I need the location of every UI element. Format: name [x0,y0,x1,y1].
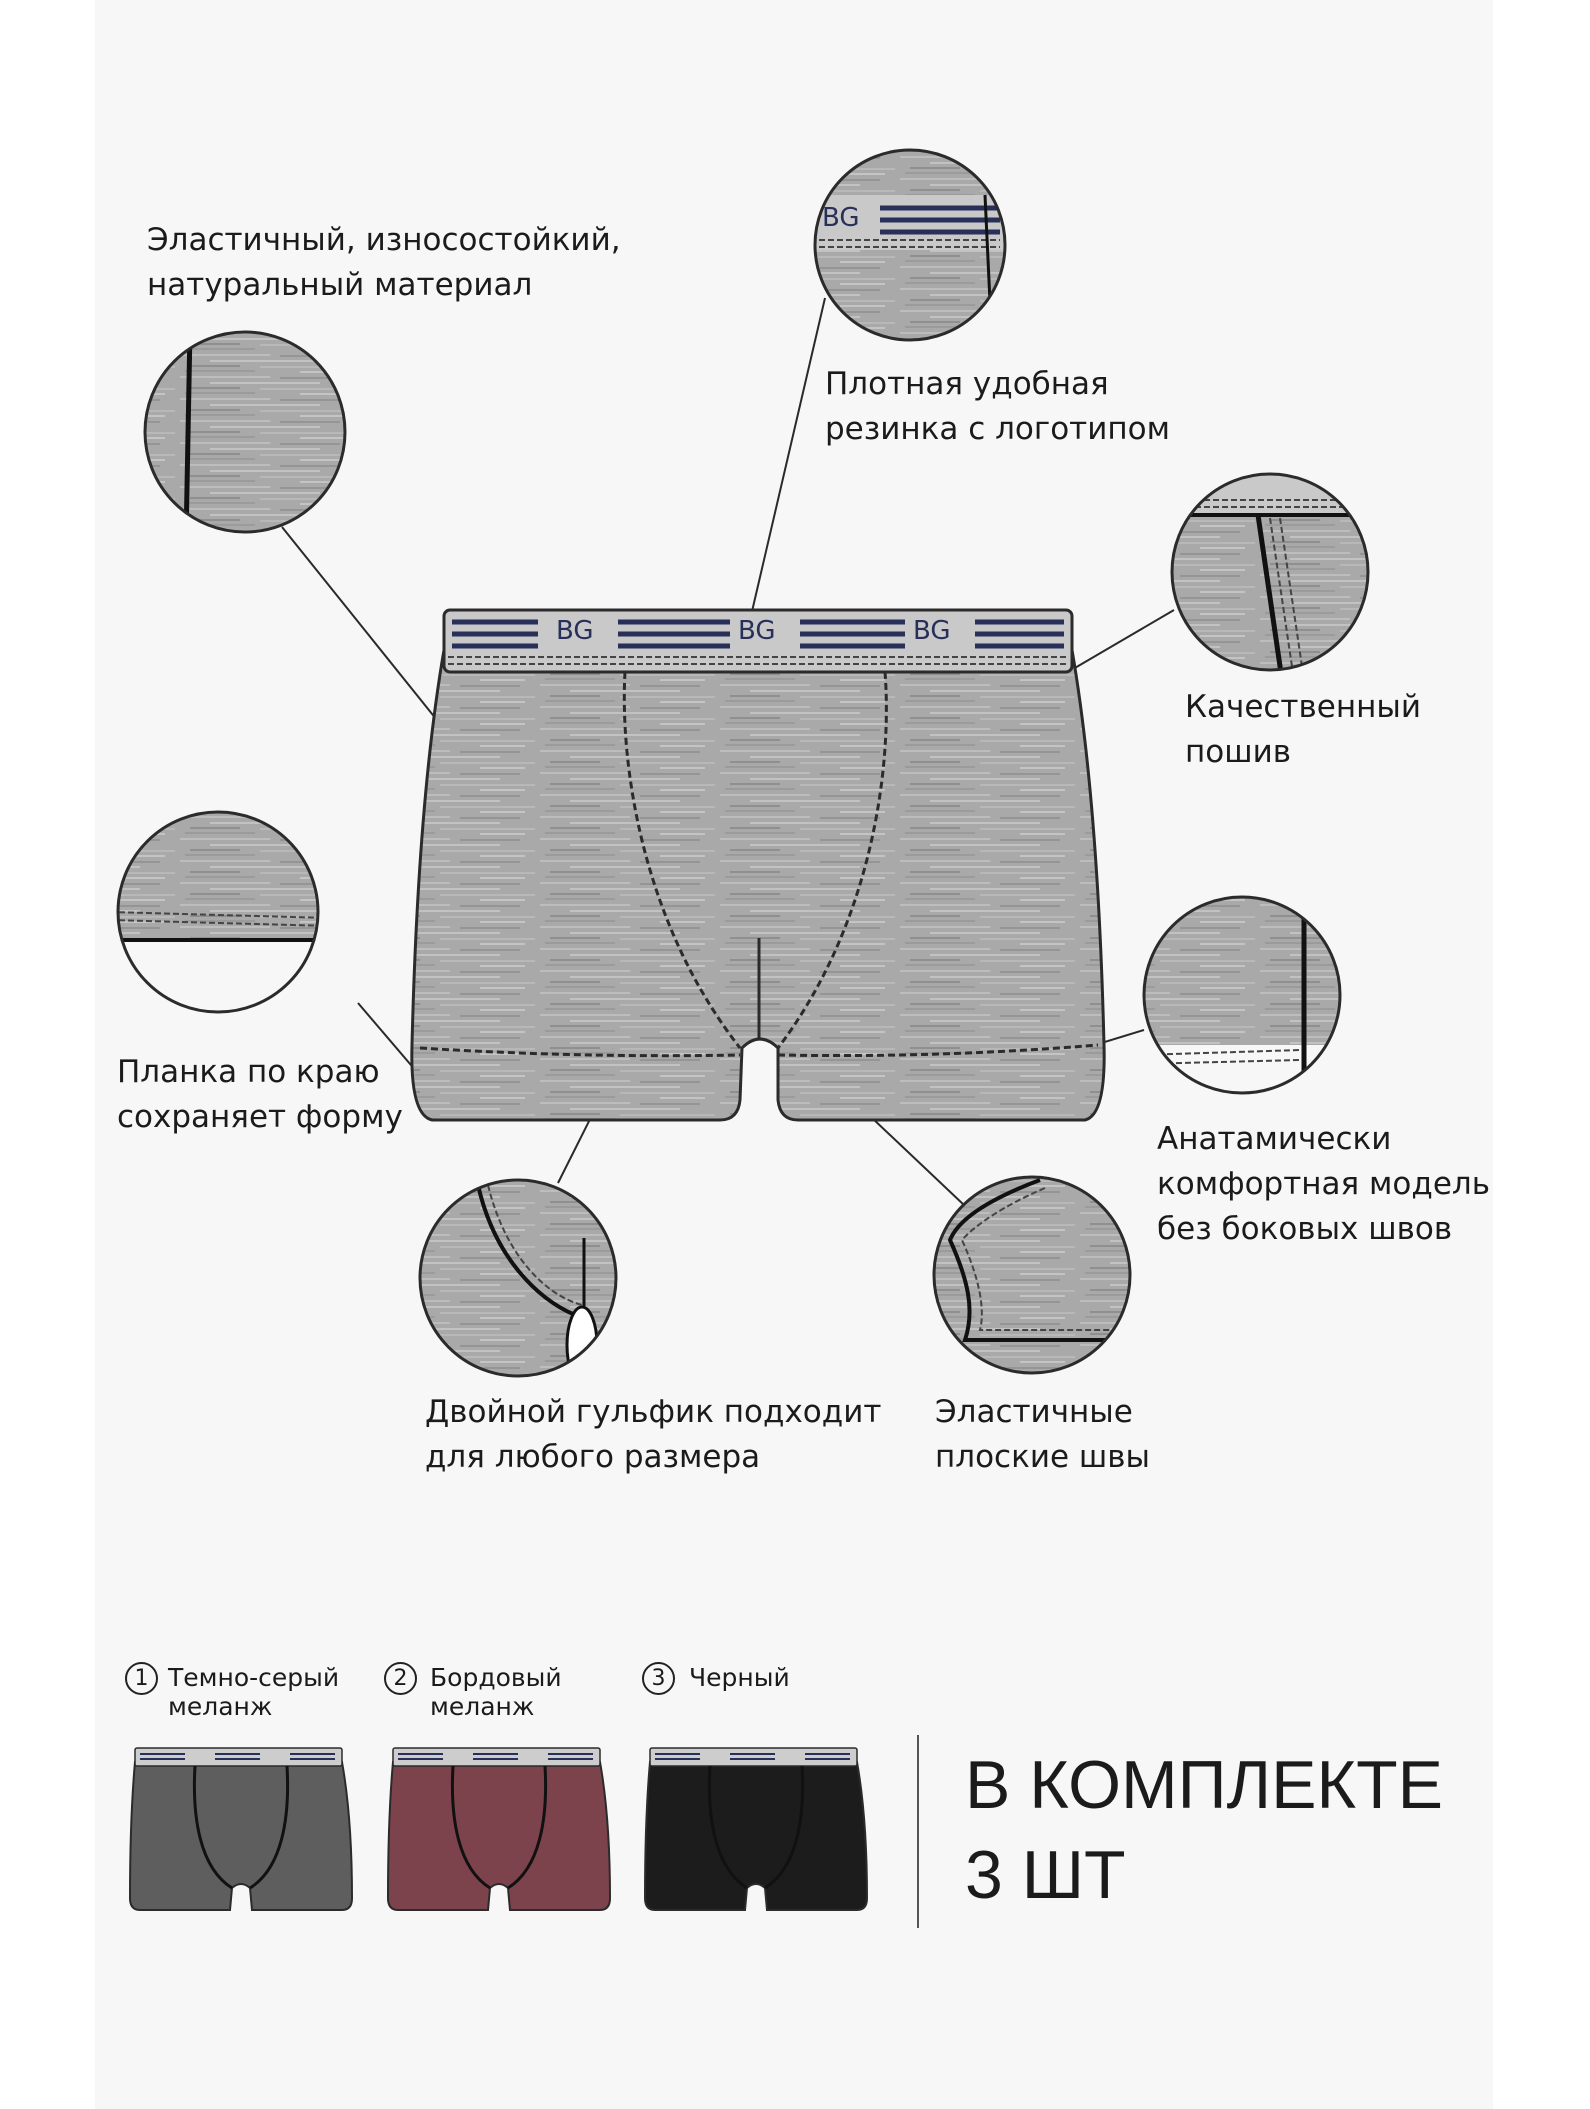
callout-gusset: Двойной гульфик подходит для любого размера [425,1394,882,1475]
set-title: В КОМПЛЕКТЕ 3 ШТ [965,1747,1443,1913]
variant-1-label: Темно-серый меланж [168,1663,340,1721]
waistband-logo-1: BG [556,616,594,646]
variant-2-number: 2 [384,1662,417,1695]
variant-3-label: Черный [689,1663,790,1692]
callout-material: Эластичный, износостойкий, натуральный материал [147,222,621,303]
callout-stitching: Качественный пошив [1185,689,1421,770]
callout-waistband: Плотная удобная резинка с логотипом [825,366,1170,447]
waistband-logo-3: BG [913,616,951,646]
callout-hem: Планка по краю сохраняет форму [117,1054,403,1135]
variant-3-number: 3 [642,1662,675,1695]
callout-anatomic: Анатамически комфортная модель без боковых швов [1157,1121,1490,1247]
zoom-logo: BG [822,203,860,233]
variant-1-number: 1 [125,1662,158,1695]
variant-2-label: Бордовый меланж [430,1663,562,1721]
callout-seams: Эластичные плоские швы [935,1394,1151,1475]
waistband-logo-2: BG [738,616,776,646]
